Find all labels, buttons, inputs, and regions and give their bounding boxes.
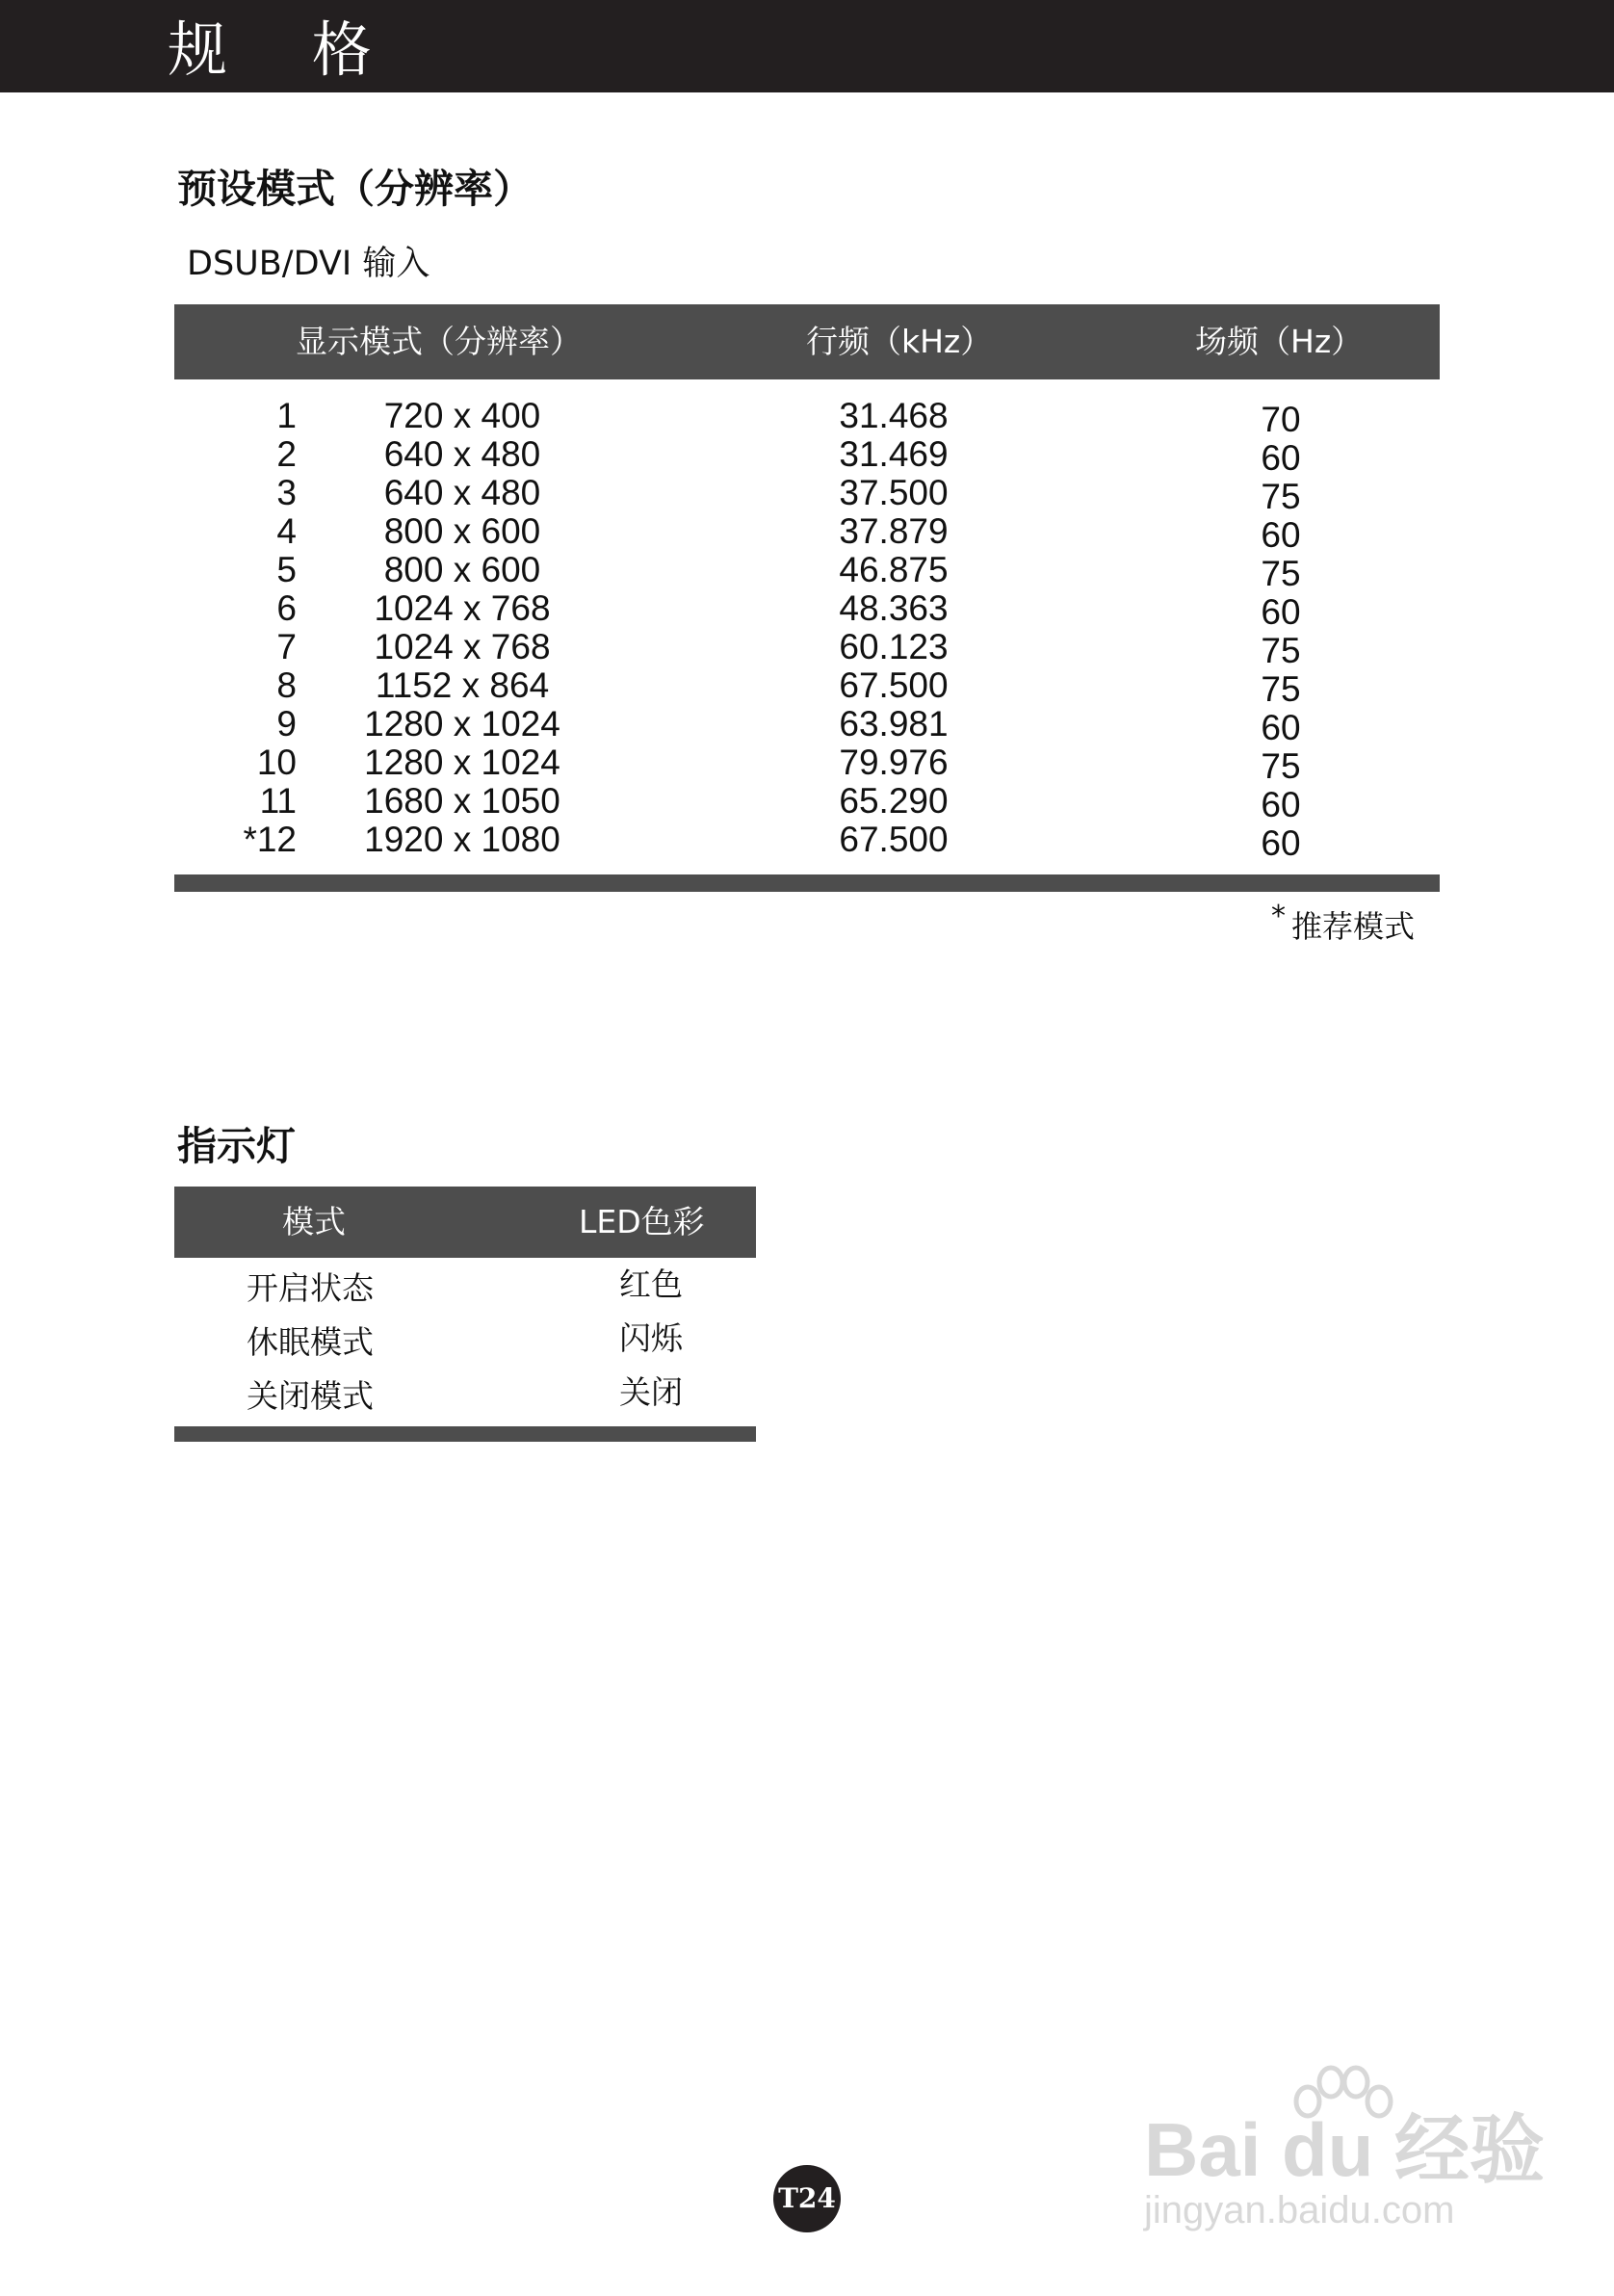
table-row — [0, 473, 1614, 516]
resolution: 800 x 600 — [383, 550, 541, 589]
mode-number: 10 — [256, 743, 297, 782]
table-row — [0, 665, 1614, 709]
mode-number: 1 — [276, 396, 297, 435]
table-row — [0, 511, 1614, 555]
resolution: 1024 x 768 — [374, 627, 551, 666]
preset-table-body — [0, 396, 1614, 863]
vertical-frequency: 75 — [1261, 477, 1301, 516]
table-row — [0, 627, 1614, 670]
mode-number: 6 — [276, 588, 297, 628]
mode-number: *12 — [243, 820, 297, 859]
resolution: 1280 x 1024 — [364, 704, 560, 744]
preset-table-header — [174, 304, 1440, 379]
recommended-mode-footnote — [1271, 900, 1416, 952]
mode-number: 9 — [276, 704, 297, 744]
horizontal-frequency: 48.363 — [839, 588, 949, 628]
led-color: 关闭 — [619, 1373, 683, 1411]
mode-number: 8 — [276, 665, 297, 705]
input-subtitle: DSUB/DVI 输入 — [187, 245, 430, 283]
column-header-h-freq: 行频（kHz） — [806, 323, 993, 360]
resolution: 1680 x 1050 — [364, 781, 560, 821]
horizontal-frequency: 79.976 — [839, 743, 949, 782]
indicator-section-title: 指示灯 — [177, 1123, 296, 1169]
horizontal-frequency: 60.123 — [839, 627, 949, 666]
title-bar — [0, 0, 1614, 92]
mode-number: 11 — [259, 781, 297, 821]
horizontal-frequency: 67.500 — [839, 665, 949, 705]
mode-number: 2 — [276, 434, 297, 474]
watermark-url: jingyan.baidu.com — [1144, 2189, 1455, 2231]
table-row — [0, 781, 1614, 824]
led-mode: 关闭模式 — [247, 1377, 374, 1415]
vertical-frequency: 75 — [1261, 746, 1301, 786]
mode-number: 5 — [276, 550, 297, 589]
resolution: 1920 x 1080 — [364, 820, 560, 859]
table-row — [0, 743, 1614, 786]
horizontal-frequency: 31.469 — [839, 434, 949, 474]
column-header-mode: 显示模式（分辨率） — [296, 323, 582, 360]
mode-number: 4 — [276, 511, 297, 551]
table-row — [0, 550, 1614, 593]
table-row — [0, 704, 1614, 747]
mode-number: 7 — [276, 627, 297, 666]
resolution: 800 x 600 — [383, 511, 541, 551]
table-row — [0, 1262, 1614, 1316]
table-row — [0, 820, 1614, 863]
led-color: 闪烁 — [619, 1319, 683, 1357]
led-table-footer-rule — [174, 1426, 756, 1442]
vertical-frequency: 60 — [1261, 592, 1301, 632]
table-row — [0, 588, 1614, 632]
led-table-header — [174, 1187, 756, 1258]
horizontal-frequency: 31.468 — [839, 396, 949, 435]
preset-section-title: 预设模式（分辨率） — [177, 166, 533, 212]
vertical-frequency: 60 — [1261, 515, 1301, 555]
led-mode: 开启状态 — [247, 1269, 374, 1307]
preset-table-footer-rule — [174, 874, 1440, 892]
horizontal-frequency: 65.290 — [839, 781, 949, 821]
vertical-frequency: 60 — [1261, 823, 1301, 863]
resolution: 720 x 400 — [383, 396, 541, 435]
watermark-brand: Bai du 经验 — [1144, 2107, 1546, 2192]
baidu-watermark — [1144, 2061, 1549, 2234]
resolution: 1024 x 768 — [374, 588, 551, 628]
vertical-frequency: 75 — [1261, 669, 1301, 709]
horizontal-frequency: 67.500 — [839, 820, 949, 859]
vertical-frequency: 60 — [1261, 438, 1301, 478]
resolution: 640 x 480 — [383, 434, 541, 474]
resolution: 1280 x 1024 — [364, 743, 560, 782]
vertical-frequency: 60 — [1261, 785, 1301, 824]
led-mode: 休眠模式 — [247, 1323, 374, 1361]
footnote-asterisk: * — [1271, 900, 1286, 933]
table-row — [0, 434, 1614, 478]
table-row — [0, 1316, 1614, 1370]
mode-number: 3 — [276, 473, 297, 512]
vertical-frequency: 75 — [1261, 631, 1301, 670]
column-header-led-color: LED色彩 — [579, 1203, 705, 1240]
horizontal-frequency: 37.879 — [839, 511, 949, 551]
resolution: 640 x 480 — [383, 473, 541, 512]
led-color: 红色 — [619, 1265, 683, 1303]
horizontal-frequency: 46.875 — [839, 550, 949, 589]
table-row — [0, 396, 1614, 439]
footnote-text: 推荐模式 — [1291, 908, 1416, 945]
vertical-frequency: 70 — [1261, 400, 1301, 439]
column-header-v-freq: 场频（Hz） — [1195, 323, 1364, 360]
page-number-badge: T24 — [773, 2165, 841, 2232]
vertical-frequency: 75 — [1261, 554, 1301, 593]
horizontal-frequency: 63.981 — [839, 704, 949, 744]
page-title: 规 格 — [168, 14, 404, 85]
resolution: 1152 x 864 — [375, 665, 550, 705]
column-header-led-mode: 模式 — [282, 1203, 346, 1240]
vertical-frequency: 60 — [1261, 708, 1301, 747]
horizontal-frequency: 37.500 — [839, 473, 949, 512]
table-row — [0, 1370, 1614, 1423]
